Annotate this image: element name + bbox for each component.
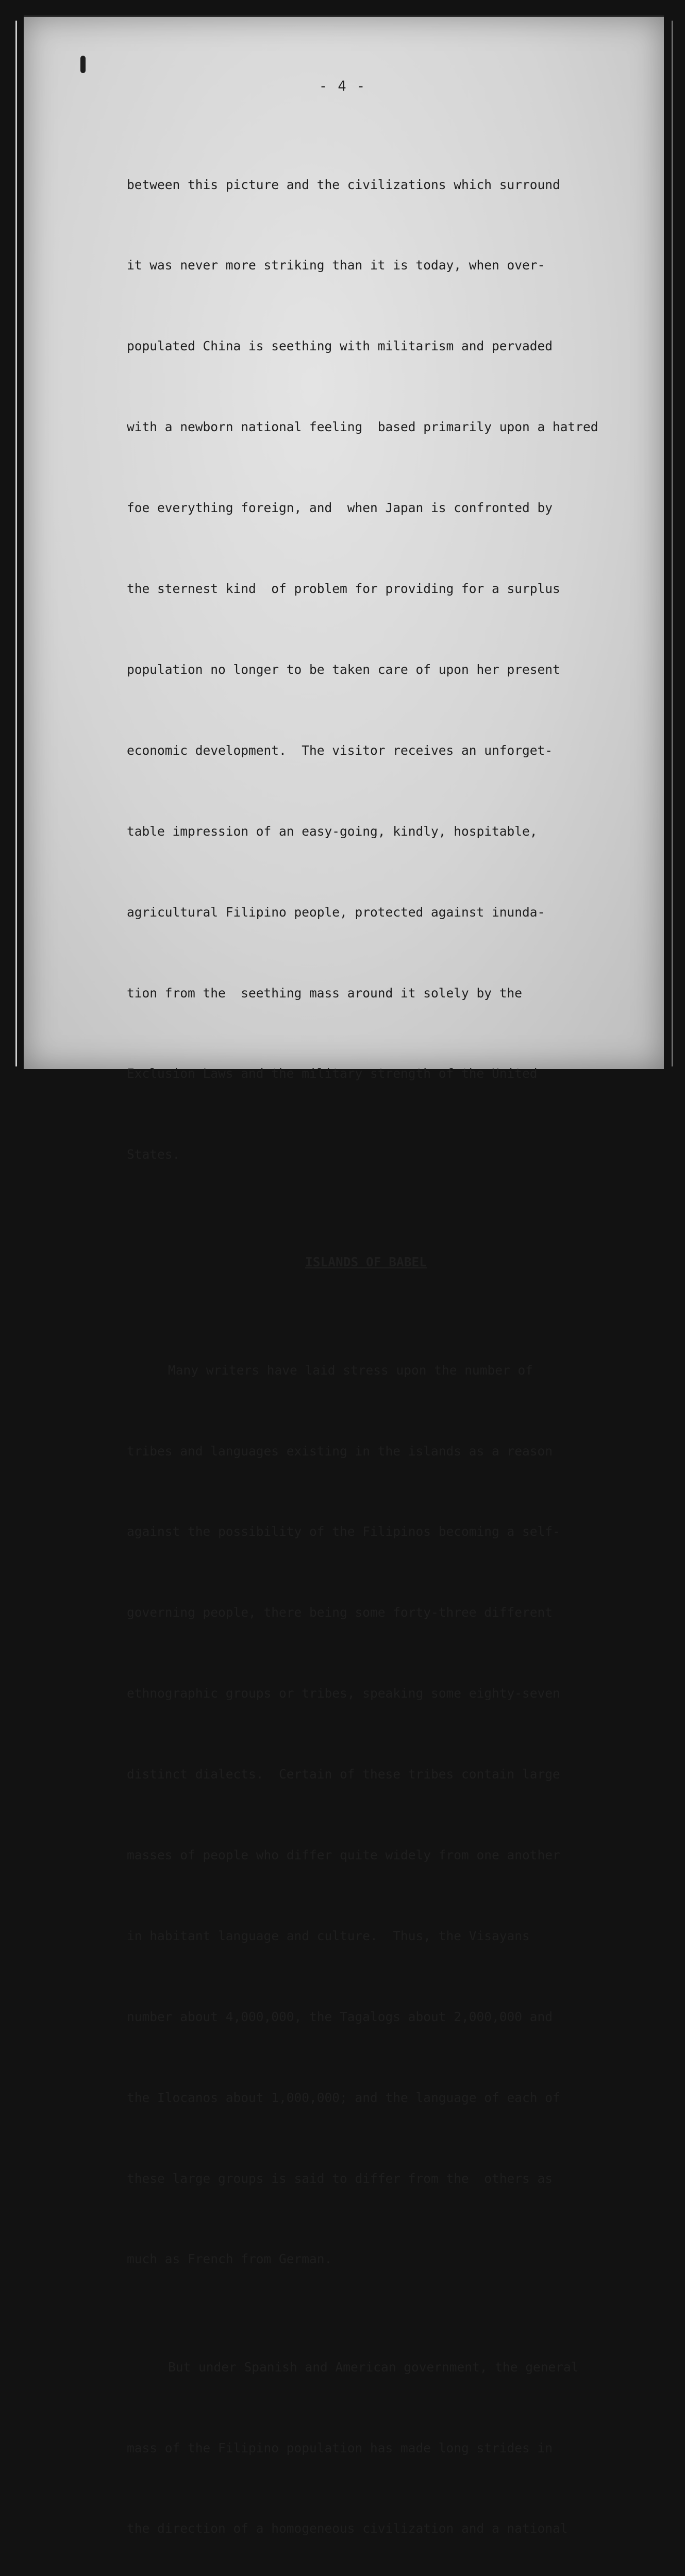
text-line: the sternest kind of problem for providing for a surplus xyxy=(127,581,560,597)
text-line: distinct dialects. Certain of these tribes contain large xyxy=(127,1767,560,1782)
text-line: Exclusion Laws and the military strength of the United xyxy=(127,1066,538,1081)
text-line: population no longer to be taken care of upon her present xyxy=(127,662,560,677)
text-line: table impression of an easy-going, kindly, hospitable, xyxy=(127,823,538,839)
text-line: populated China is seething with militarism and pervaded xyxy=(127,338,553,354)
text-line: number about 4,000,000, the Tagalogs about 2,000,000 and xyxy=(127,2009,553,2024)
text-line: in habitant language and culture. Thus, the Visayans xyxy=(127,1928,530,1943)
page-number: - 4 - xyxy=(319,78,366,94)
text-line: tribes and languages existing in the islands as a reason xyxy=(127,1443,553,1459)
punch-hole-mark xyxy=(80,56,86,73)
text-line: much as French from German. xyxy=(127,2251,332,2267)
paragraph-first-line: Many writers have laid stress upon the number of xyxy=(168,1362,533,1378)
text-line: ethnographic groups or tribes, speaking some eighty-seven xyxy=(127,1686,560,1701)
text-line: States. xyxy=(127,1147,180,1162)
text-line: these large groups is said to differ from the others as xyxy=(127,2171,553,2186)
document-body xyxy=(127,117,642,2576)
text-line: the Ilocanos about 1,000,000; and the language of each of xyxy=(127,2090,560,2105)
text-line: governing people, there being some forty-three different xyxy=(127,1605,553,1620)
text-line: it was never more striking than it is today, when over- xyxy=(127,258,545,273)
text-line: with a newborn national feeling based primarily upon a hatred xyxy=(127,419,598,435)
section-heading: ISLANDS OF BABEL xyxy=(305,1255,427,1270)
text-line: between this picture and the civilizations which surround xyxy=(127,177,560,192)
text-line: tion from the seething mass around it solely by the xyxy=(127,985,523,1001)
text-line: agricultural Filipino people, protected against inunda- xyxy=(127,904,545,920)
text-line: foe everything foreign, and when Japan is confronted by xyxy=(127,500,553,516)
text-line: the direction of a homogeneous civilization and a national xyxy=(127,2521,568,2536)
text-line: economic development. The visitor receives an unforget- xyxy=(127,742,553,758)
text-line: against the possibility of the Filipinos becoming a self- xyxy=(127,1524,560,1539)
text-line: masses of people who differ quite widely from one another xyxy=(127,1848,560,1862)
paragraph-first-line: But under Spanish and American government, the general xyxy=(168,2359,579,2375)
text-line: mass of the Filipino population has made long strides in xyxy=(127,2440,553,2455)
